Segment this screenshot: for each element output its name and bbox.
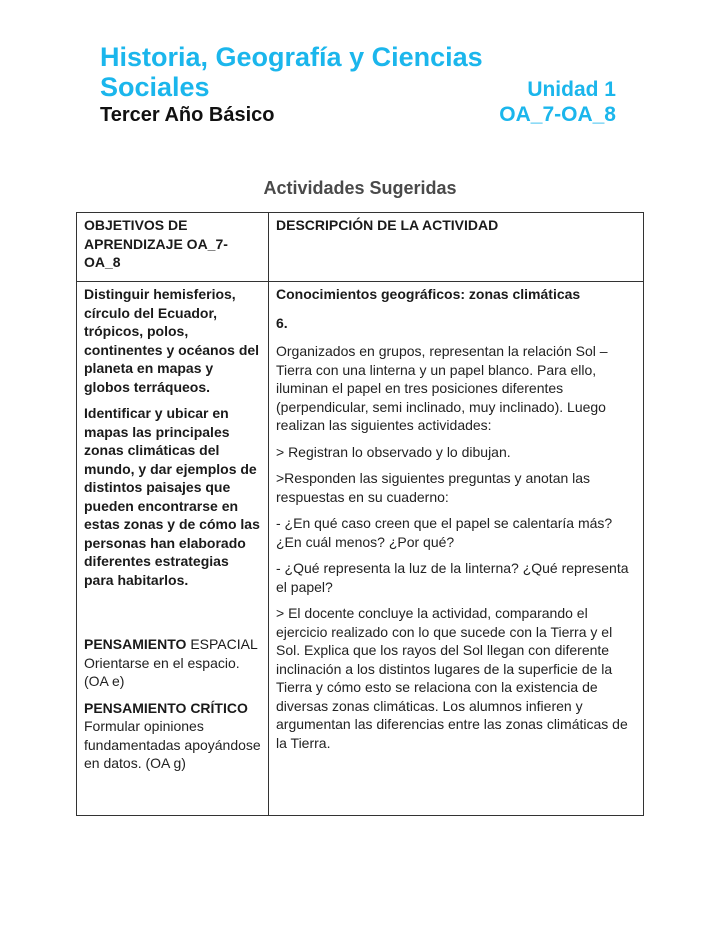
activity-paragraph: Organizados en grupos, representan la relación Sol – Tierra con una linterna y un papel blanco. Para ello, iluminan el papel en tres posiciones diferentes (perpendicular, semi inclinado, muy inclinado). Luego realizan las siguientes actividades:	[276, 343, 608, 433]
grade-label: Tercer Año Básico	[100, 104, 275, 126]
table-row	[77, 282, 644, 816]
subject-title-line1: Historia, Geografía y Ciencias	[100, 42, 483, 72]
activity-paragraph: > El docente concluye la actividad, comparando el ejercicio realizado con lo que sucede con la Tierra y el Sol. Explica que los rayos del Sol llegan con diferente inclinación a los distintos lugares de la superficie de la Tierra y cómo esto se relaciona con la existencia de diversas zonas climáticas. Los alumnos infieren y argumentan las diferencias entre las zonas climáticas de la Tierra.	[276, 605, 628, 751]
skill-block	[84, 699, 261, 773]
document-header	[100, 42, 616, 128]
objectives-header: OBJETIVOS DE APRENDIZAJE OA_7-OA_8	[77, 213, 269, 282]
subject-title-line2: Sociales	[100, 72, 210, 102]
activities-table	[76, 212, 644, 816]
skill-title-bold: PENSAMIENTO CRÍTICO	[84, 699, 248, 716]
skill-text: Formular opiniones fundamentadas apoyándose en datos. (OA g)	[84, 718, 261, 771]
table-header-row	[77, 213, 644, 282]
skill-text: Orientarse en el espacio. (OA e)	[84, 654, 240, 689]
objective-text: Identificar y ubicar en mapas las principales zonas climáticas del mundo, y dar ejemplos de distintos paisajes que pueden encontrarse en estas zonas y de cómo las personas han elaborado diferentes estrategias para habitarlos.	[84, 405, 260, 588]
objectives-cell	[77, 282, 269, 816]
oa-code-label: OA_7-OA_8	[499, 103, 616, 126]
activity-paragraph: > Registran lo observado y lo dibujan.	[276, 443, 511, 460]
objective-text: Distinguir hemisferios, círculo del Ecuador, trópicos, polos, continentes y océanos del planeta en mapas y globos terráqueos.	[84, 286, 260, 395]
activity-paragraph: - ¿Qué representa la luz de la linterna? ¿Qué representa el papel?	[276, 560, 629, 595]
activity-number: 6.	[276, 314, 288, 331]
skill-block	[84, 635, 261, 691]
section-title: Actividades Sugeridas	[263, 178, 457, 198]
activity-paragraph: - ¿En qué caso creen que el papel se calentaría más? ¿En cuál menos? ¿Por qué?	[276, 515, 613, 550]
activity-paragraph: >Responden las siguientes preguntas y anotan las respuestas en su cuaderno:	[276, 470, 591, 505]
skill-title-bold: PENSAMIENTO	[84, 636, 187, 652]
activity-topic: Conocimientos geográficos: zonas climáticas	[276, 286, 581, 302]
unit-label: Unidad 1	[527, 78, 616, 101]
description-header: DESCRIPCIÓN DE LA ACTIVIDAD	[269, 213, 644, 282]
activity-cell	[269, 282, 644, 816]
skill-title-rest: ESPACIAL	[186, 636, 258, 652]
